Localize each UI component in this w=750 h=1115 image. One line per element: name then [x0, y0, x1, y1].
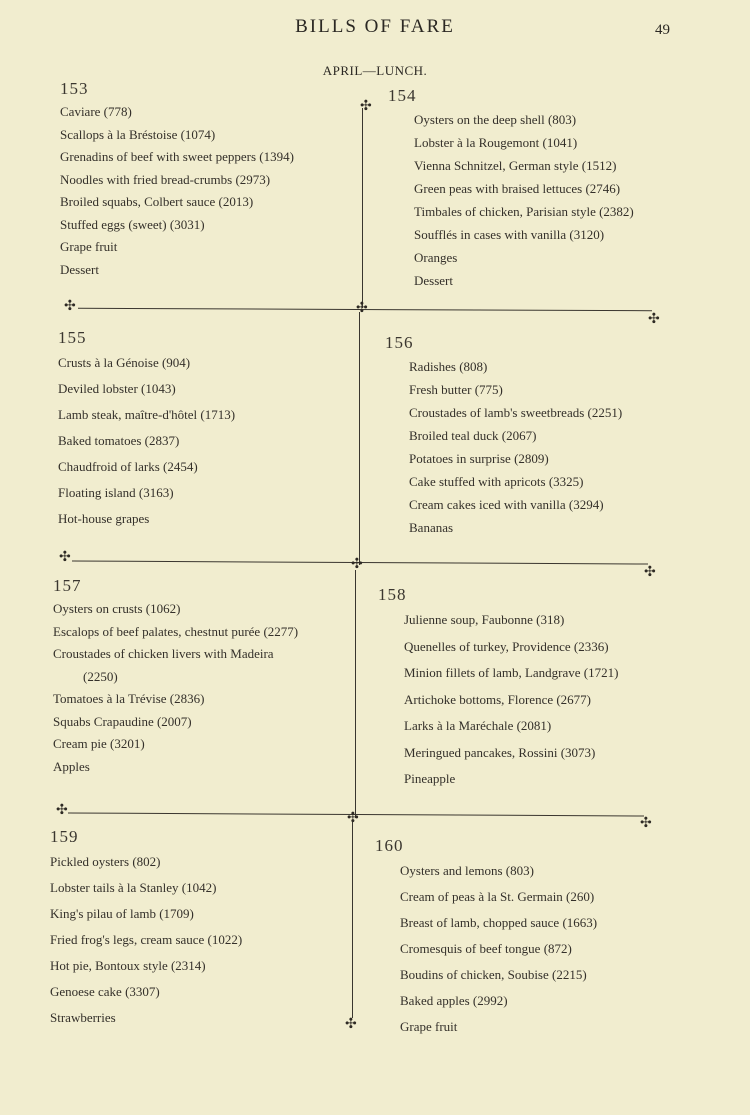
dish-item: Timbales of chicken, Parisian style (2382) [414, 204, 634, 219]
dish-item: Dessert [60, 261, 99, 277]
dish-item: Baked apples (2992) [400, 993, 508, 1008]
dish-item: Fresh butter (775) [409, 382, 503, 397]
dish-item: Strawberries [50, 1010, 116, 1025]
menu-160 [375, 836, 597, 1040]
dish-item: Croustades of lamb's sweetbreads (2251) [409, 405, 623, 420]
menu-number: 158 [378, 585, 407, 604]
menu-154 [388, 86, 634, 292]
dish-item: Chaudfroid of larks (2454) [58, 459, 198, 474]
dish-item: Meringued pancakes, Rossini (3073) [404, 744, 596, 760]
section-title: APRIL—LUNCH. [322, 63, 428, 78]
dish-item: Potatoes in surprise (2809) [409, 451, 549, 466]
dish-item: Pickled oysters (802) [50, 854, 161, 869]
dish-item: Soufflés in cases with vanilla (3120) [414, 227, 605, 242]
dish-item: Oysters and lemons (803) [400, 863, 534, 878]
dish-item: Bananas [409, 520, 454, 535]
dish-item: Larks à la Maréchale (2081) [404, 718, 552, 733]
dish-item: Oysters on the deep shell (803) [414, 112, 577, 127]
dish-item: Genoese cake (3307) [50, 984, 160, 999]
menu-number: 155 [58, 328, 87, 347]
dish-item: King's pilau of lamb (1709) [50, 906, 194, 921]
dish-item: Julienne soup, Faubonne (318) [404, 612, 565, 627]
dish-item: Radishes (808) [409, 359, 488, 374]
dish-item: Cake stuffed with apricots (3325) [409, 474, 584, 489]
dish-item: Tomatoes à la Trévise (2836) [53, 691, 205, 706]
dish-item: Grenadins of beef with sweet peppers (1394) [60, 149, 294, 164]
menu-153 [60, 79, 294, 281]
dish-item: Dessert [414, 273, 453, 288]
dish-item: Hot pie, Bontoux style (2314) [50, 958, 206, 973]
cross-ornament-icon: ✣ [56, 803, 68, 818]
cross-ornament-icon: ✣ [356, 301, 368, 316]
menu-155 [58, 328, 235, 532]
vertical-divider [352, 822, 353, 1018]
dish-item: Lobster à la Rougemont (1041) [414, 135, 578, 150]
cross-ornament-icon: ✣ [644, 565, 656, 580]
dish-item: Noodles with fried bread-crumbs (2973) [60, 171, 271, 187]
dish-item: Quenelles of turkey, Providence (2336) [404, 638, 609, 654]
vertical-divider [355, 570, 356, 818]
cross-ornament-icon: ✣ [640, 816, 652, 831]
dish-item: Squabs Crapaudine (2007) [53, 713, 192, 729]
vertical-divider [362, 108, 363, 308]
dish-item: Lamb steak, maître-d'hôtel (1713) [58, 407, 236, 422]
menu-number: 159 [50, 827, 79, 846]
menu-156 [385, 333, 622, 539]
vertical-divider [359, 312, 360, 565]
menu-number: 156 [385, 333, 414, 352]
page-number: 49 [655, 22, 670, 38]
dish-item: Artichoke bottoms, Florence (2677) [404, 691, 592, 707]
dish-item: Caviare (778) [60, 104, 132, 119]
menu-number: 157 [53, 576, 82, 595]
dish-item: Pineapple [404, 771, 456, 786]
dish-item: Green peas with braised lettuces (2746) [414, 181, 621, 196]
dish-item: Floating island (3163) [58, 485, 174, 500]
dish-item: Cromesquis of beef tongue (872) [400, 941, 572, 956]
cross-ornament-icon: ✣ [59, 550, 71, 565]
menu-157 [53, 576, 298, 778]
cross-ornament-icon: ✣ [351, 557, 363, 572]
dish-item: Deviled lobster (1043) [58, 381, 176, 396]
cross-ornament-icon: ✣ [347, 811, 359, 826]
dish-item: Escalops of beef palates, chestnut purée (2277) [53, 623, 299, 639]
dish-item: Stuffed eggs (sweet) (3031) [60, 216, 205, 232]
cross-ornament-icon: ✣ [648, 312, 660, 327]
menu-number: 160 [375, 836, 404, 855]
cross-ornament-icon: ✣ [64, 299, 76, 314]
dish-item: Apples [53, 758, 90, 774]
dish-item: Fried frog's legs, cream sauce (1022) [50, 932, 243, 947]
dish-item: Minion fillets of lamb, Landgrave (1721) [404, 665, 619, 680]
menu-158 [378, 585, 618, 793]
dish-item: Grape fruit [60, 239, 118, 254]
menu-number: 153 [60, 79, 89, 98]
dish-item: Broiled squabs, Colbert sauce (2013) [60, 194, 254, 209]
dish-item: Hot-house grapes [58, 511, 150, 526]
dish-item: Cream cakes iced with vanilla (3294) [409, 497, 604, 512]
running-title: BILLS OF FARE [295, 16, 455, 37]
dish-item: Lobster tails à la Stanley (1042) [50, 880, 217, 895]
dish-item: Broiled teal duck (2067) [409, 428, 537, 443]
dish-item: Grape fruit [400, 1019, 458, 1034]
cross-ornament-icon: ✣ [345, 1017, 357, 1032]
menu-number: 154 [388, 86, 417, 105]
dish-item: Baked tomatoes (2837) [58, 433, 180, 448]
dish-item-continuation: (2250) [83, 668, 118, 684]
cross-ornament-icon: ✣ [360, 99, 372, 114]
menu-159 [50, 827, 242, 1031]
dish-item: Oranges [414, 250, 458, 265]
dish-item: Cream pie (3201) [53, 736, 145, 751]
dish-item: Vienna Schnitzel, German style (1512) [414, 158, 617, 173]
dish-item: Oysters on crusts (1062) [53, 601, 181, 616]
dish-item: Breast of lamb, chopped sauce (1663) [400, 915, 598, 930]
dish-item: Boudins of chicken, Soubise (2215) [400, 967, 587, 982]
dish-item: Cream of peas à la St. Germain (260) [400, 889, 595, 904]
dish-item: Scallops à la Bréstoise (1074) [60, 126, 216, 142]
dish-item: Crusts à la Génoise (904) [58, 355, 191, 370]
dish-item: Croustades of chicken livers with Madeira [53, 646, 274, 661]
